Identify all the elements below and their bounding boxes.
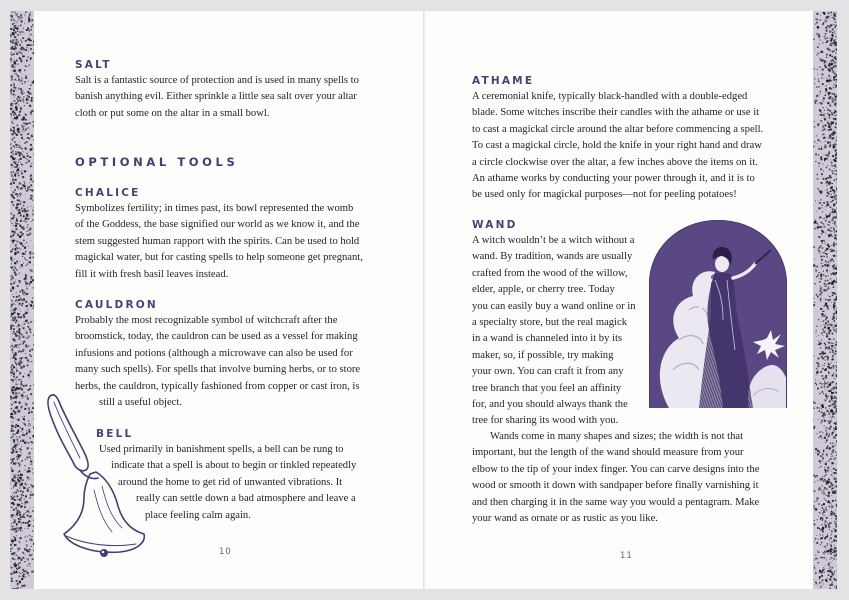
text-line: elder, apple, or cherry tree. Today (472, 284, 615, 296)
text-line: herbs, the cauldron, typically fashioned from copper or cast iron, is (75, 380, 360, 392)
text-line: to cast a magickal circle around the altar before commencing a spell. (472, 123, 764, 135)
text-line: of the Goddess, the base signified our world as we know it, and the (75, 219, 360, 231)
text-line: banish anything evil. Either sprinkle a little sea salt over your altar (75, 91, 357, 103)
text-line: place feeling calm again. (145, 509, 251, 521)
text-line: fill it with fresh basil leaves instead. (75, 268, 229, 280)
text-line: still a useful object. (99, 397, 182, 409)
text-line: broomstick, today, the cauldron can be used as a vessel for making (75, 331, 358, 343)
text-line: Used primarily in banishment spells, a bell can be rung to (99, 444, 344, 455)
text-line: stem suggested human rapport with the spirits. Can be used to hold (75, 235, 360, 247)
text-line: A witch wouldn’t be a witch without a (472, 235, 635, 246)
text-line: for, and you should always thank the (472, 399, 628, 411)
right-page-edge-texture (813, 11, 837, 589)
page-number-right: 11 (620, 551, 633, 561)
bell-illustration (40, 390, 150, 570)
text-line: An athame works by conducting your power through it, and it is to (472, 173, 755, 185)
text-line: A ceremonial knife, typically black-handled with a double-edged (472, 91, 748, 102)
text-line: infusions and potions (although a microwave can also be used for (75, 347, 353, 359)
cauldron-heading: CAULDRON (75, 299, 158, 311)
text-line: cloth or put some on the altar in a small bowl. (75, 107, 270, 119)
text-line: many such spells). For spells that involve burning herbs, or to store (75, 364, 361, 376)
text-line: Symbolizes fertility; in times past, its bowl represented the womb (75, 203, 354, 214)
text-line: in a wand is channeled into it by its (472, 333, 623, 345)
text-line: a circle clockwise over the altar, a few inches above the items on it. (472, 156, 758, 168)
left-page-edge-texture (10, 11, 34, 589)
text-line: a specialty store, but the real magick (472, 317, 628, 329)
text-line: crafted from the wood of the willow, (472, 267, 628, 279)
text-line: you can easily buy a wand online or in (472, 300, 636, 312)
witch-engraving-illustration (649, 220, 787, 408)
text-line: tree branch that you feel an affinity (472, 382, 622, 394)
text-line: indicate that a spell is about to begin or tinkled repeatedly (111, 460, 357, 472)
text-line: be used only for magickal purposes—not for peeling potatoes! (472, 189, 737, 201)
chalice-text (75, 201, 363, 283)
text-line: Wands come in many shapes and sizes; the width is not that (490, 431, 744, 442)
text-line: your own. You can craft it from any (472, 366, 624, 378)
text-line: elbow to the tip of your index finger. You can carve designs into the (472, 463, 760, 475)
optional-tools-heading: OPTIONAL TOOLS (75, 155, 239, 169)
salt-text (75, 73, 359, 122)
text-line: tree for sharing its wood with you. (472, 415, 619, 427)
text-line: really can settle down a bad atmosphere and leave a (136, 493, 356, 505)
text-line: maker, so, if possible, try making (472, 349, 614, 361)
text-line: magickal water, but for casting spells to help someone get pregnant, (75, 252, 363, 264)
text-line: wood or smooth it down with sandpaper before finally varnishing it (472, 480, 759, 492)
chalice-heading: CHALICE (75, 187, 141, 199)
page-number-left: 10 (219, 547, 232, 557)
salt-heading: SALT (75, 59, 112, 71)
text-line: wand. By tradition, wands are usually (472, 251, 633, 263)
text-line: To cast a magickal circle, hold the knife in your right hand and draw (472, 140, 762, 152)
text-line: around the home to get rid of unwanted vibrations. It (118, 476, 343, 488)
text-line: your wand as ornate or as rustic as you like. (472, 513, 658, 525)
text-line: and then charging it in the same way you would a pentagram. Make (472, 496, 760, 508)
text-line: blade. Some witches inscribe their candles with the athame or use it (472, 107, 760, 119)
wand-text-continued (472, 429, 759, 527)
text-line: Salt is a fantastic source of protection and is used in many spells to (75, 75, 359, 86)
text-line: important, but the length of the wand should measure from your (472, 447, 744, 459)
wand-heading: WAND (472, 219, 518, 231)
text-line: Probably the most recognizable symbol of witchcraft after the (75, 315, 338, 326)
wand-text (472, 233, 636, 430)
bell-heading: BELL (96, 428, 134, 440)
athame-text (472, 89, 763, 204)
athame-heading: ATHAME (472, 75, 535, 87)
